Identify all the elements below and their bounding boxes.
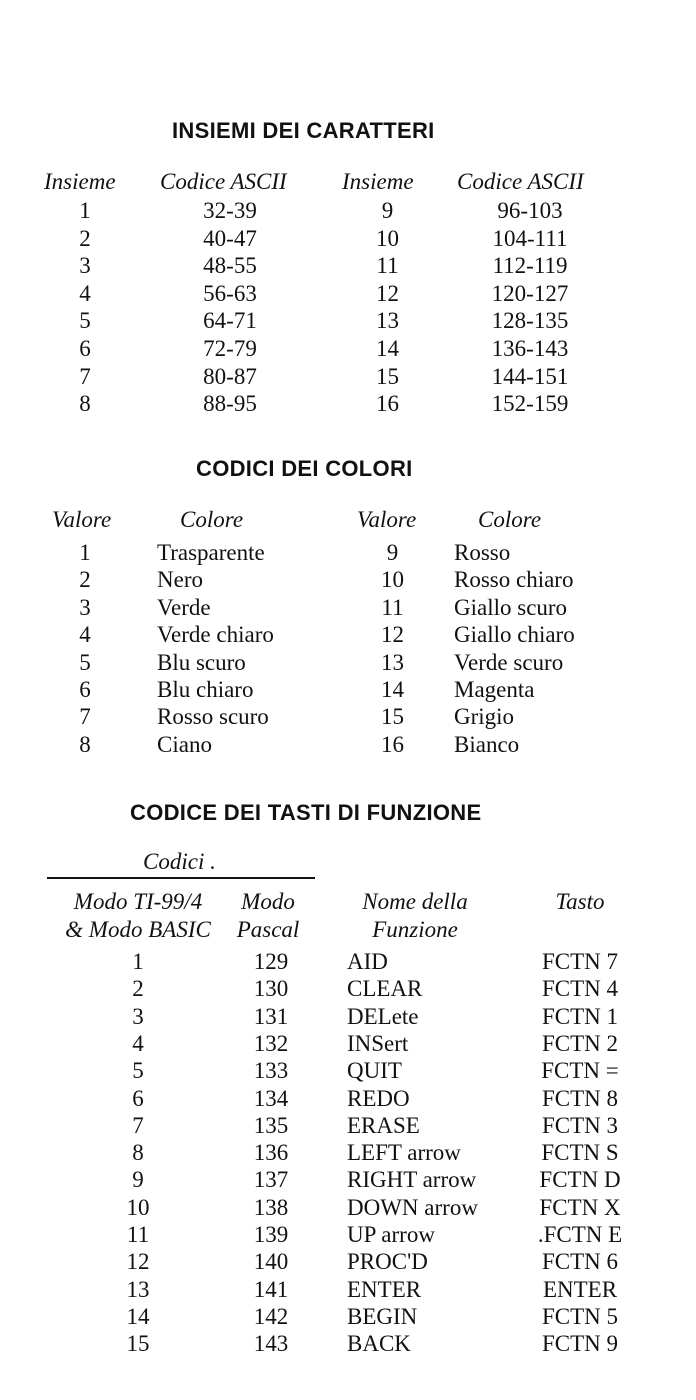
- insieme-cell: 4: [79, 280, 91, 306]
- ti-code-cell: 5: [132, 1058, 144, 1084]
- pascal-code-cell: 140: [253, 1249, 289, 1275]
- header-insieme: Insieme: [342, 169, 414, 194]
- insieme-cell: 10: [376, 225, 399, 251]
- function-name-cell: LEFT arrow: [347, 1140, 461, 1166]
- ti-code-cell: 14: [126, 1303, 150, 1329]
- valore-cell: 10: [381, 567, 404, 593]
- colore-cell: Nero: [157, 567, 203, 593]
- pascal-code-cell: 133: [253, 1058, 289, 1084]
- ascii-range-cell: 96-103: [497, 198, 563, 223]
- header-funzione: Funzione: [372, 917, 458, 942]
- insieme-cell: 3: [79, 253, 91, 279]
- ti-code-cell: 9: [132, 1167, 144, 1193]
- valore-cell: 2: [79, 567, 91, 593]
- valore-cell: 8: [79, 731, 91, 757]
- ascii-range-cell: 48-55: [203, 253, 257, 279]
- header-nome-della: Nome della: [362, 889, 468, 914]
- pascal-code-cell: 132: [253, 1030, 289, 1056]
- colore-cell: Ciano: [157, 731, 212, 757]
- function-name-cell: UP arrow: [347, 1222, 435, 1247]
- header-modo: Modo: [241, 889, 295, 914]
- ascii-range-cell: 152-159: [491, 391, 569, 417]
- function-name-cell: BACK: [347, 1331, 411, 1357]
- insieme-cell: 16: [376, 391, 399, 417]
- function-name-cell: BEGIN: [347, 1303, 418, 1329]
- insieme-cell: 8: [79, 391, 91, 417]
- insieme-cell: 6: [79, 336, 91, 361]
- ascii-range-cell: 80-87: [203, 363, 257, 389]
- key-cell: FCTN 9: [541, 1331, 619, 1357]
- ti-code-cell: 13: [126, 1276, 150, 1302]
- pascal-code-cell: 136: [253, 1140, 289, 1166]
- key-cell: FCTN =: [541, 1058, 619, 1084]
- function-name-cell: INSert: [347, 1030, 409, 1056]
- key-cell: FCTN 7: [541, 949, 619, 974]
- colore-cell: Bianco: [454, 731, 520, 757]
- ascii-range-cell: 88-95: [203, 391, 257, 417]
- colore-cell: Verde chiaro: [157, 622, 274, 648]
- insieme-cell: 11: [376, 253, 399, 279]
- valore-cell: 14: [381, 677, 404, 702]
- key-cell: FCTN 4: [541, 976, 619, 1002]
- pascal-code-cell: 131: [253, 1003, 289, 1029]
- insieme-cell: 12: [376, 280, 399, 306]
- pascal-code-cell: 135: [253, 1112, 289, 1138]
- ti-code-cell: 15: [126, 1331, 150, 1357]
- valore-cell: 12: [381, 622, 404, 648]
- ti-code-cell: 10: [126, 1194, 150, 1220]
- valore-cell: 15: [381, 704, 404, 730]
- function-name-cell: PROC'D: [347, 1249, 428, 1275]
- pascal-code-cell: 142: [253, 1303, 289, 1329]
- pascal-code-cell: 134: [253, 1085, 289, 1111]
- function-name-cell: CLEAR: [347, 976, 423, 1002]
- colore-cell: Giallo scuro: [454, 594, 568, 620]
- colore-cell: Rosso scuro: [157, 704, 269, 730]
- ascii-range-cell: 128-135: [491, 308, 569, 334]
- valore-cell: 9: [386, 540, 399, 565]
- insieme-cell: 14: [376, 336, 399, 361]
- group-header-codici: Codici .: [143, 849, 216, 874]
- section-title-colori: CODICI DEI COLORI: [196, 456, 413, 481]
- colore-cell: Trasparente: [157, 540, 265, 565]
- valore-cell: 16: [381, 731, 404, 757]
- function-name-cell: ENTER: [347, 1276, 422, 1302]
- function-name-cell: QUIT: [347, 1058, 402, 1084]
- function-name-cell: DOWN arrow: [347, 1194, 478, 1220]
- header-insieme: Insieme: [44, 169, 116, 194]
- ti-code-cell: 11: [126, 1222, 150, 1247]
- valore-cell: 5: [79, 649, 91, 675]
- pascal-code-cell: 139: [253, 1222, 289, 1247]
- key-cell: FCTN 5: [541, 1303, 619, 1329]
- ascii-range-cell: 64-71: [203, 308, 257, 334]
- header-colore: Colore: [478, 507, 542, 532]
- header-colore: Colore: [180, 507, 244, 532]
- ti-code-cell: 8: [132, 1140, 144, 1166]
- header-pascal: Pascal: [236, 917, 300, 942]
- colore-cell: Rosso: [454, 540, 511, 565]
- insieme-cell: 5: [79, 308, 91, 334]
- valore-cell: 3: [79, 594, 91, 620]
- function-name-cell: REDO: [347, 1085, 410, 1111]
- pascal-code-cell: 129: [253, 949, 289, 974]
- insieme-cell: 1: [79, 198, 91, 223]
- header-rule: [47, 877, 315, 879]
- insieme-cell: 13: [376, 308, 399, 334]
- ascii-range-cell: 144-151: [491, 363, 569, 389]
- key-cell: FCTN S: [541, 1140, 619, 1166]
- key-cell: FCTN 1: [541, 1003, 619, 1029]
- insieme-cell: 2: [79, 225, 91, 251]
- key-cell: FCTN 3: [541, 1112, 619, 1138]
- header-valore: Valore: [357, 507, 417, 532]
- colore-cell: Magenta: [454, 677, 535, 702]
- function-name-cell: AID: [347, 949, 388, 974]
- valore-cell: 11: [381, 594, 404, 620]
- ti-code-cell: 7: [132, 1112, 144, 1138]
- key-cell: .FCTN E: [537, 1222, 623, 1247]
- colore-cell: Giallo chiaro: [454, 622, 575, 648]
- ascii-range-cell: 56-63: [203, 280, 257, 306]
- ti-code-cell: 1: [132, 949, 144, 974]
- ascii-range-cell: 32-39: [203, 198, 257, 223]
- function-name-cell: DELete: [347, 1003, 419, 1029]
- pascal-code-cell: 143: [253, 1331, 289, 1357]
- ascii-range-cell: 104-111: [492, 225, 568, 251]
- insieme-cell: 7: [79, 363, 91, 389]
- pascal-code-cell: 141: [253, 1276, 289, 1302]
- key-cell: FCTN X: [539, 1194, 621, 1220]
- key-cell: FCTN D: [539, 1167, 621, 1193]
- colore-cell: Blu chiaro: [157, 677, 254, 702]
- key-cell: FCTN 2: [541, 1030, 619, 1056]
- function-name-cell: RIGHT arrow: [347, 1167, 477, 1193]
- section-title-insiemi: INSIEMI DEI CARATTERI: [172, 118, 435, 143]
- header-codice-ascii: Codice ASCII: [457, 169, 584, 194]
- ascii-range-cell: 72-79: [203, 336, 257, 361]
- colore-cell: Verde: [157, 594, 211, 620]
- colore-cell: Blu scuro: [157, 649, 246, 675]
- valore-cell: 1: [79, 540, 91, 565]
- ti-code-cell: 12: [126, 1249, 150, 1275]
- colore-cell: Grigio: [454, 704, 515, 730]
- valore-cell: 13: [381, 649, 404, 675]
- pascal-code-cell: 138: [253, 1194, 289, 1220]
- pascal-code-cell: 130: [253, 976, 289, 1002]
- pascal-code-cell: 137: [253, 1167, 289, 1193]
- ascii-range-cell: 120-127: [491, 280, 569, 306]
- valore-cell: 4: [79, 622, 91, 648]
- ti-code-cell: 2: [132, 976, 144, 1002]
- header-modo-basic: & Modo BASIC: [65, 917, 211, 942]
- colore-cell: Verde scuro: [454, 649, 564, 675]
- key-cell: FCTN 6: [541, 1249, 619, 1275]
- ti-code-cell: 6: [132, 1085, 144, 1111]
- colore-cell: Rosso chiaro: [454, 567, 574, 593]
- section-title-tasti: CODICE DEI TASTI DI FUNZIONE: [130, 800, 482, 825]
- ti-code-cell: 4: [132, 1030, 144, 1056]
- ascii-range-cell: 40-47: [203, 225, 257, 251]
- ti-code-cell: 3: [132, 1003, 144, 1029]
- header-tasto: Tasto: [555, 889, 605, 914]
- ascii-range-cell: 136-143: [491, 336, 569, 361]
- valore-cell: 7: [79, 704, 91, 730]
- ascii-range-cell: 112-119: [492, 253, 568, 279]
- valore-cell: 6: [79, 677, 91, 702]
- key-cell: ENTER: [542, 1276, 618, 1302]
- function-name-cell: ERASE: [347, 1112, 420, 1138]
- insieme-cell: 9: [381, 198, 394, 223]
- key-cell: FCTN 8: [541, 1085, 619, 1111]
- insieme-cell: 15: [376, 363, 399, 389]
- header-modo-ti: Modo TI-99/4: [73, 889, 203, 914]
- header-codice-ascii: Codice ASCII: [160, 169, 287, 194]
- header-valore: Valore: [52, 507, 112, 532]
